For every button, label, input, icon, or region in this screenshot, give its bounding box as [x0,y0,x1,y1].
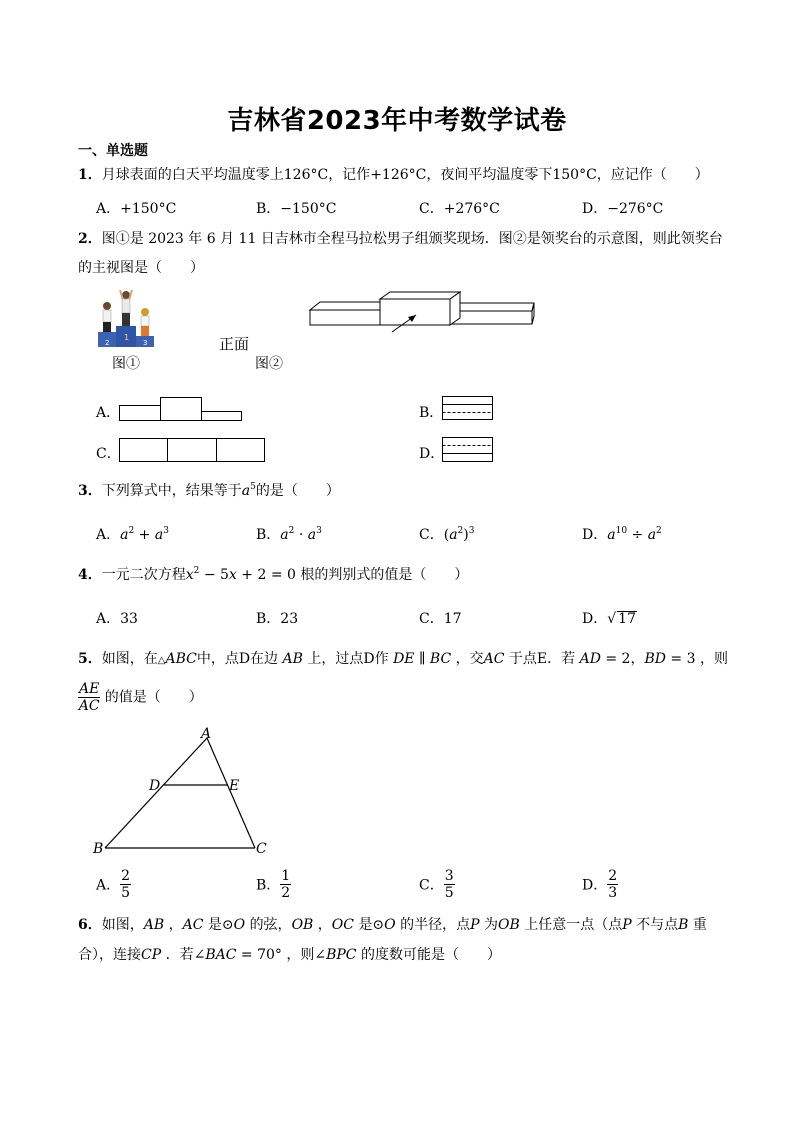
question-number: 5． [78,651,102,667]
question-text: ，应记作（ ） [596,167,709,183]
page-title: 吉林省2023年中考数学试卷 [227,106,567,136]
option-d[interactable]: D．−276°C [582,201,664,217]
podium-digit: 2 [105,339,110,347]
question-2-line2: 的主视图是（ ） [78,260,204,276]
figure-1-caption: 图① [112,356,140,372]
question-number: 2． [78,231,102,247]
question-1 [78,165,709,185]
option-c[interactable]: C．17 [419,611,462,627]
podium-diagram [150,288,390,363]
option-b[interactable]: B． $\frac{1}{2}$ [256,868,291,901]
question-text: 图①是 2023 年 6 月 11 日吉林市全程马拉松男子组颁奖现场．图②是领奖台的示意图，则此领奖台 [101,231,723,247]
question-text: 下列算式中，结果等于 [101,483,242,499]
figure-2-caption: 图② [255,356,283,372]
section-heading: 一、单选题 [78,143,148,159]
question-text: 根的判别式的值是（ ） [300,567,469,583]
option-d[interactable]: D． $\frac{2}{3}$ [582,868,618,901]
point-c-label: C [256,841,267,857]
option-c[interactable]: C． $\frac{3}{5}$ [419,868,454,901]
front-label: 正面 [219,335,250,353]
question-5-line2: $\frac{AE}{AC}$ 的值是（ ） [78,681,203,714]
question-4: 4．一元二次方程$x^2 - 5x + 2 = 0$ 根的判别式的值是（ ） [78,566,469,583]
option-d-figure[interactable] [442,437,494,464]
option-d[interactable]: D． [419,446,445,462]
option-b-figure[interactable] [442,396,494,422]
option-c[interactable]: C．$(a^2)^3$ [419,526,475,543]
question-number: 3． [78,483,102,499]
triangle-figure [90,725,280,860]
option-b[interactable]: B． [419,405,444,421]
question-text: 一元二次方程 [101,567,186,583]
option-b[interactable]: B．23 [256,611,299,627]
question-6: 6．如图，AB ，AC 是⊙O 的弦，OB ，OC 是⊙O 的半径，点P 为OB 上任意一点（点P 不与点B 重 [78,917,707,933]
question-5: 5．如图，在△ABC中，点D在边 AB 上，过点D作 DE ∥ BC ，交AC 于点E．若 AD = 2，BD = 3 ，则 [78,651,728,667]
point-a-label: A [201,726,212,742]
math-value: +126°C [370,167,427,183]
option-d[interactable]: D．$a^{10} \div a^2$ [582,526,662,543]
point-d-label: D [149,778,161,794]
podium-digit: 3 [143,339,148,347]
point-b-label: B [93,841,104,857]
option-c[interactable]: C． [96,446,121,462]
question-6-line2: 合），连接CP ．若∠BAC = 70° ，则∠BPC 的度数可能是（ ） [78,947,501,963]
question-3: 3．下列算式中，结果等于$a^5$的是（ ） [78,482,340,499]
option-a-figure[interactable] [119,397,244,422]
podium-digit: 1 [124,333,130,342]
question-number: 4． [78,567,102,583]
option-a[interactable]: A．33 [96,611,138,627]
option-a[interactable]: A．+150°C [96,201,177,217]
question-2 [78,229,723,249]
option-d[interactable]: D．√ 17 [582,611,636,627]
question-number: 6． [78,917,102,933]
question-text: ，夜间平均温度零下 [426,167,553,183]
question-text: 的是（ ） [255,483,340,499]
option-a[interactable]: A．$a^2 + a^3$ [96,526,169,543]
option-c-figure[interactable] [119,438,267,464]
question-text: 月球表面的白天平均温度零上 [101,167,284,183]
option-c[interactable]: C．+276°C [419,201,500,217]
math-value: 126°C [283,167,329,183]
option-b[interactable]: B．$a^2 \cdot a^3$ [256,526,322,543]
math-value: 150°C [552,167,597,183]
question-number: 1． [78,167,102,183]
point-e-label: E [229,778,240,794]
question-text: ，记作 [328,167,371,183]
option-a[interactable]: A． [96,405,121,421]
option-a[interactable]: A． $\frac{2}{5}$ [96,868,131,901]
option-b[interactable]: B．−150°C [256,201,337,217]
